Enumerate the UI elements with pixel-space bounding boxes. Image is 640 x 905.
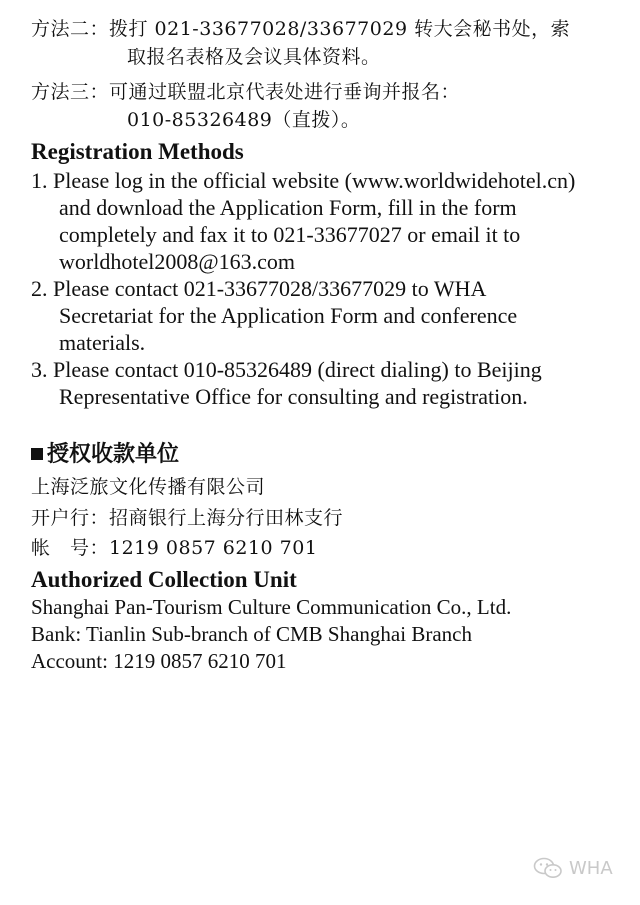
method2-line2: 取报名表格及会议具体资料。 — [127, 46, 381, 68]
collection-en-bank: Bank: Tianlin Sub-branch of CMB Shanghai Branch — [31, 622, 472, 646]
method3-line2: 010-85326489（直拨）。 — [127, 109, 361, 131]
square-bullet-icon — [31, 448, 43, 460]
collection-cn-heading — [31, 444, 179, 466]
collection-cn-account: 帐 号：1219 0857 6210 701 — [31, 537, 318, 559]
collection-en-company: Shanghai Pan-Tourism Culture Communication Co., Ltd. — [31, 595, 512, 619]
collection-en-account: Account: 1219 0857 6210 701 — [31, 649, 287, 673]
wechat-icon — [533, 857, 563, 879]
reg-item1-line2: and download the Application Form, fill in the form — [59, 195, 517, 220]
collection-cn-company: 上海泛旅文化传播有限公司 — [31, 476, 266, 498]
collection-en-heading: Authorized Collection Unit — [31, 567, 297, 592]
reg-item2-line1: 2. Please contact 021-33677028/33677029 to WHA — [31, 276, 487, 301]
reg-item1-line4: worldhotel2008@163.com — [59, 249, 295, 274]
collection-cn-bank: 开户行：招商银行上海分行田林支行 — [31, 507, 344, 529]
reg-item3-line2: Representative Office for consulting and registration. — [59, 384, 528, 409]
watermark — [533, 857, 613, 879]
reg-item3-line1: 3. Please contact 010-85326489 (direct dialing) to Beijing — [31, 357, 542, 382]
registration-heading: Registration Methods — [31, 139, 244, 164]
reg-item1-line3: completely and fax it to 021-33677027 or email it to — [59, 222, 521, 247]
reg-item2-line3: materials. — [59, 330, 146, 355]
reg-item1-line1: 1. Please log in the official website (www.worldwidehotel.cn) — [31, 168, 576, 193]
collection-cn-heading-text: 授权收款单位 — [47, 442, 180, 467]
watermark-text: WHA — [569, 857, 613, 879]
method3-line1: 方法三：可通过联盟北京代表处进行垂询并报名： — [31, 81, 461, 103]
method2-line1: 方法二：拨打 021-33677028/33677029 转大会秘书处，索 — [31, 18, 571, 40]
reg-item2-line2: Secretariat for the Application Form and conference — [59, 303, 518, 328]
